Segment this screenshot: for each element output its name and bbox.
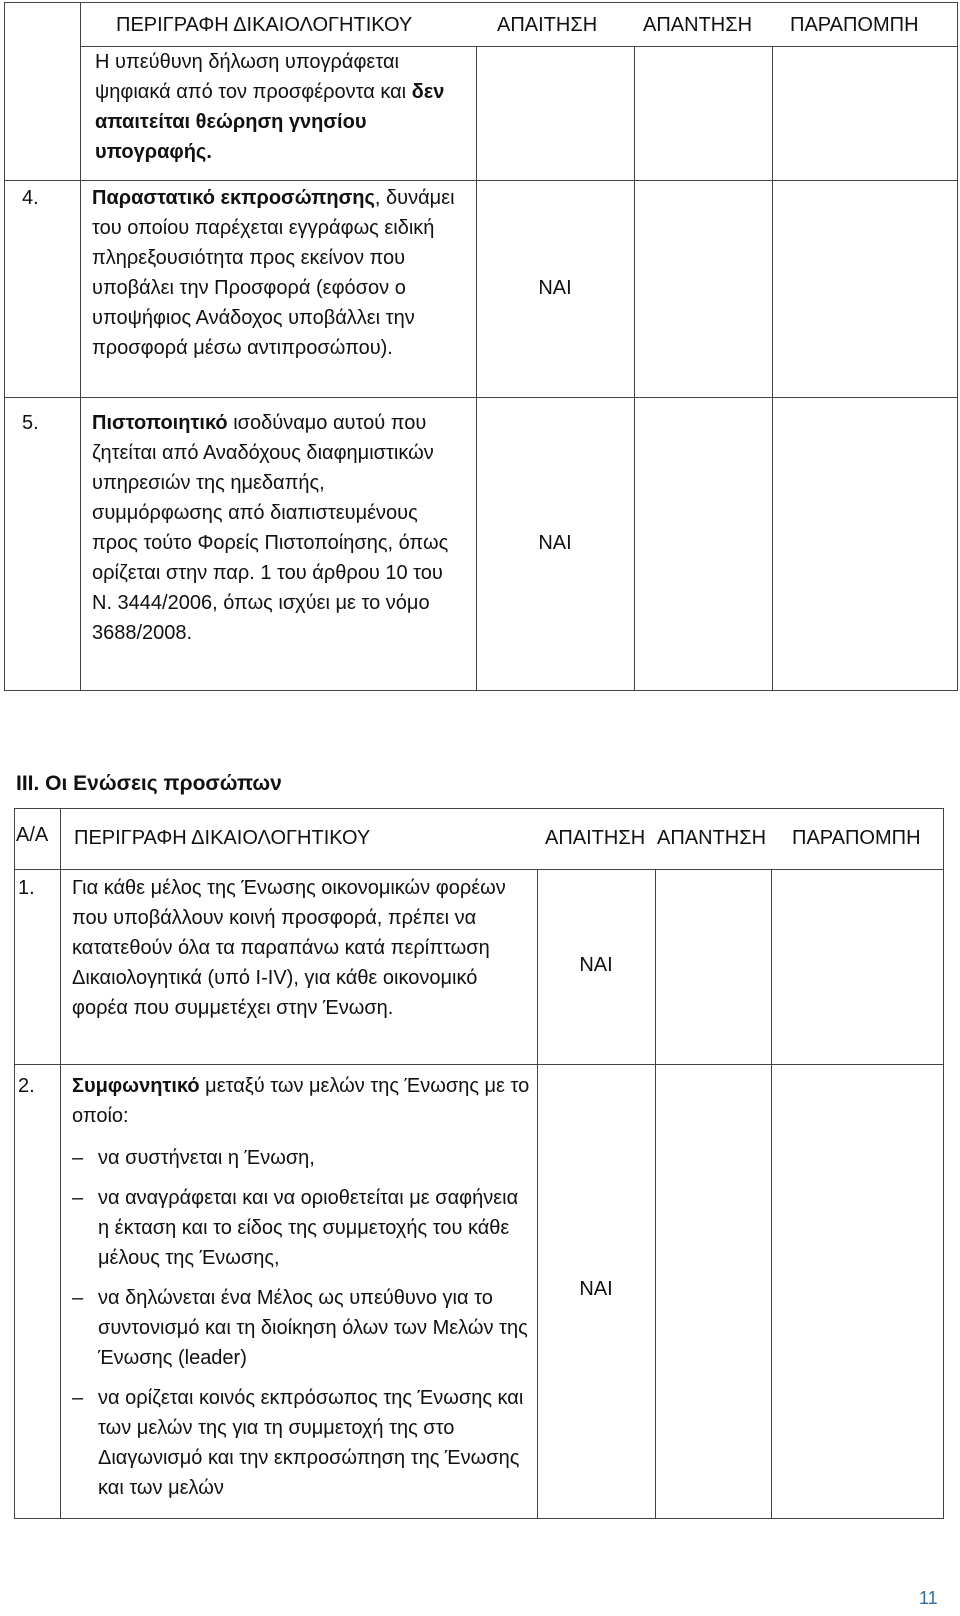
row-number: 2. [18, 1075, 35, 1097]
header-answer: ΑΠΑΝΤΗΣΗ [643, 14, 753, 36]
list-item [72, 1383, 532, 1503]
header-description: ΠΕΡΙΓΡΑΦΗ ΔΙΚΑΙΟΛΟΓΗΤΙΚΟΥ [74, 827, 371, 849]
table-top-border [4, 2, 958, 3]
table-top-border [14, 808, 944, 809]
row-2-requirement: ΝΑΙ [579, 1278, 613, 1300]
column-divider [655, 869, 656, 1518]
dash-bullet-icon: – [72, 1187, 84, 1209]
table-bottom-border [4, 690, 958, 691]
column-divider [771, 869, 772, 1518]
header-requirement: ΑΠΑΙΤΗΣΗ [497, 14, 598, 36]
dash-bullet-icon: – [72, 1147, 84, 1169]
table-left-border [4, 2, 5, 690]
row-1-description: Για κάθε μέλος της Ένωσης οικονομικών φορέων που υποβάλλουν κοινή προσφορά, πρέπει να κατατεθούν όλα τα παραπάνω κατά περίπτωση Δικαιολογητικά (υπό Ι-ΙV), για κάθε οικονομικό φορέα που συμμετέχει στην Ένωση. [72, 877, 506, 1019]
row-divider [4, 180, 958, 181]
dash-bullet-icon: – [72, 1287, 84, 1309]
row-4-description [92, 183, 467, 363]
row-5-requirement: ΝΑΙ [538, 532, 572, 554]
row-4-text: , δυνάμει του οποίου παρέχεται εγγράφως ειδική πληρεξουσιότητα προς εκείνον που υποβάλει την Προσφορά (εφόσον ο υποψήφιος Ανάδοχος υποβάλλει την προσφορά μέσω αντιπροσώπου). [92, 187, 455, 359]
column-divider [476, 46, 477, 690]
row-5-text: ισοδύναμο αυτού που ζητείται από Αναδόχους διαφημιστικών υπηρεσιών της ημεδαπής, συμμόρφωσης από διαπιστευμένους προς τούτο Φορείς Πιστοποίησης, όπως ορίζεται στην παρ. 1 του άρθρου 10 του Ν. 3444/2006, όπως ισχύει με το νόμο 3688/2008. [92, 412, 449, 644]
column-divider [772, 46, 773, 690]
page-number: 11 [919, 1588, 938, 1608]
header-reference: ΠΑΡΑΠΟΜΠΗ [790, 14, 919, 36]
table-right-border [943, 808, 944, 1518]
dash-bullet-icon: – [72, 1387, 84, 1409]
column-divider [60, 808, 61, 1518]
row-number: 1. [18, 877, 35, 899]
list-item [72, 1143, 532, 1173]
row-2-text: μεταξύ των μελών της Ένωσης με το οποίο: [72, 1075, 530, 1127]
header-bottom-border [14, 869, 944, 870]
header-requirement: ΑΠΑΙΤΗΣΗ [545, 827, 646, 849]
table-left-border [14, 808, 15, 1518]
list-item-text: να δηλώνεται ένα Μέλος ως υπεύθυνο για το συντονισμό και τη διοίκηση όλων των Μελών της Ένωσης (leader) [98, 1287, 528, 1369]
row-2-description [72, 1071, 532, 1513]
row-divider [14, 1064, 944, 1065]
list-item [72, 1283, 532, 1373]
row-4-requirement: ΝΑΙ [538, 277, 572, 299]
row-continued-text: Η υπεύθυνη δήλωση υπογράφεται ψηφιακά από τον προσφέροντα και [95, 51, 412, 103]
row-5-bold-title: Πιστοποιητικό [92, 412, 228, 434]
list-item-text: να ορίζεται κοινός εκπρόσωπος της Ένωσης και των μελών της για τη συμμετοχή της στο Διαγωνισμό και την εκπροσώπηση της Ένωσης και των μελών [98, 1387, 524, 1499]
table-right-border [957, 2, 958, 690]
row-number: 5. [22, 412, 39, 434]
list-item-text: να αναγράφεται και να οριοθετείται με σαφήνεια η έκταση και το είδος της συμμετοχής του κάθε μέλους της Ένωσης, [98, 1187, 519, 1269]
column-divider [80, 2, 81, 690]
list-item [72, 1183, 532, 1273]
row-continued-bold-text: δεν απαιτείται θεώρηση γνησίου υπογραφής. [95, 81, 445, 163]
row-divider [4, 397, 958, 398]
row-2-bold-title: Συμφωνητικό [72, 1075, 200, 1097]
header-description: ΠΕΡΙΓΡΑΦΗ ΔΙΚΑΙΟΛΟΓΗΤΙΚΟΥ [116, 14, 413, 36]
row-4-bold-title: Παραστατικό εκπροσώπησης [92, 187, 375, 209]
row-2-intro [72, 1071, 532, 1131]
row-continued-description [95, 47, 465, 167]
column-divider [634, 46, 635, 690]
header-reference: ΠΑΡΑΠΟΜΠΗ [792, 827, 921, 849]
header-answer: ΑΠΑΝΤΗΣΗ [657, 827, 767, 849]
row-5-description [92, 408, 457, 648]
table-bottom-border [14, 1518, 944, 1519]
row-number: 4. [22, 187, 39, 209]
row-1-requirement: ΝΑΙ [579, 954, 613, 976]
section-title: ΙΙΙ. Οι Ενώσεις προσώπων [16, 772, 282, 795]
header-index: Α/Α [16, 824, 49, 846]
list-item-text: να συστήνεται η Ένωση, [98, 1147, 315, 1169]
